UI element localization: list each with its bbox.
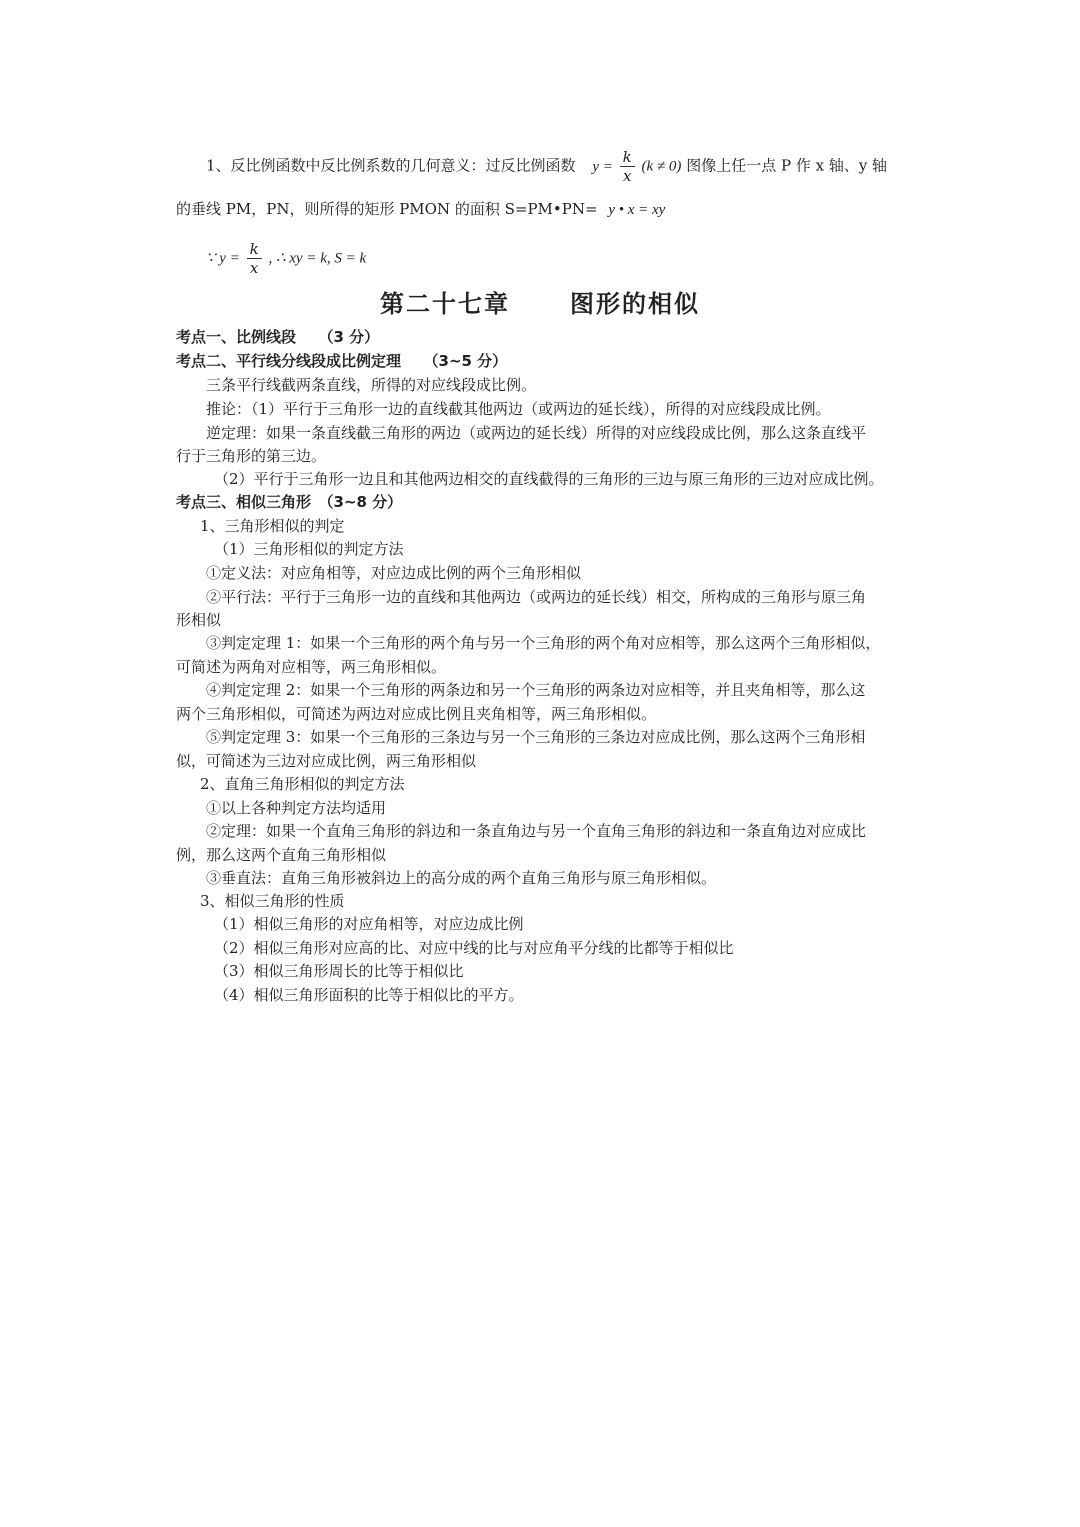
intro-line-2 <box>176 198 665 221</box>
body-line-1: 考点二、平行线分线段成比例定理 （3~5 分） <box>176 352 508 370</box>
body-line-15: ④判定定理 2：如果一个三角形的两条边和另一个三角形的两条边对应相等，并且夹角相等，那么这 <box>206 681 866 699</box>
equation-because: ∵ y = <box>206 250 240 267</box>
equation-y: y = <box>592 158 613 175</box>
fraction-numerator-2: k <box>247 240 262 259</box>
intro-line-1-text: 1、反比例函数中反比例系数的几何意义：过反比例函数 <box>206 156 576 175</box>
body-line-3: 推论：（1）平行于三角形一边的直线截其他两边（或两边的延长线），所得的对应线段成比例。 <box>206 400 831 418</box>
body-line-19: 2、直角三角形相似的判定方法 <box>200 775 405 793</box>
body-line-0: 考点一、比例线段 （3 分） <box>176 328 380 346</box>
body-line-2: 三条平行线截两条直线，所得的对应线段成比例。 <box>206 376 537 394</box>
body-line-4: 逆定理：如果一条直线截三角形的两边（或两边的延长线）所得的对应线段成比例，那么这条直线平 <box>206 424 867 442</box>
body-line-14: 可简述为两角对应相等，两三角形相似。 <box>176 658 447 676</box>
body-line-12: 形相似 <box>176 611 222 629</box>
body-line-11: ②平行法：平行于三角形一边的直线和其他两边（或两边的延长线）相交，所构成的三角形与原三角 <box>206 588 867 606</box>
body-line-21: ②定理：如果一个直角三角形的斜边和一条直角边与另一个直角三角形的斜边和一条直角边对应成比 <box>206 822 867 840</box>
body-line-28: （4）相似三角形面积的比等于相似比的平方。 <box>214 986 524 1004</box>
chapter-name: 图形的相似 <box>570 290 700 318</box>
chapter-title <box>0 284 1080 319</box>
body-line-24: 3、相似三角形的性质 <box>200 892 345 910</box>
equation-therefore: , ∴ xy = k, S = k <box>268 250 367 267</box>
body-line-22: 例，那么这两个直角三角形相似 <box>176 846 387 864</box>
intro-line-2-text: 的垂线 PM，PN，则所得的矩形 PMON 的面积 S=PM•PN= <box>176 200 598 218</box>
equation-condition: (k ≠ 0) <box>641 158 682 175</box>
intro-line-1 <box>206 148 887 185</box>
fraction-denominator: x <box>622 167 632 185</box>
body-line-20: ①以上各种判定方法均适用 <box>206 799 387 817</box>
fraction-numerator: k <box>620 148 635 167</box>
fraction-k-over-x-2 <box>247 240 262 277</box>
body-line-13: ③判定定理 1：如果一个三角形的两个角与另一个三角形的两个角对应相等，那么这两个三角形相似， <box>206 634 881 652</box>
body-line-8: 1、三角形相似的判定 <box>200 517 345 535</box>
body-line-16: 两个三角形相似，可简述为两边对应成比例且夹角相等，两三角形相似。 <box>176 705 657 723</box>
body-line-6: （2）平行于三角形一边且和其他两边相交的直线截得的三角形的三边与原三角形的三边对应成比例。 <box>214 470 884 488</box>
fraction-k-over-x <box>620 148 635 185</box>
body-line-7: 考点三、相似三角形 （3~8 分） <box>176 493 403 511</box>
body-line-9: （1）三角形相似的判定方法 <box>214 540 404 558</box>
equation-area: y • x = xy <box>608 202 666 218</box>
intro-line-1-tail: 图像上任一点 P 作 x 轴、y 轴 <box>686 156 888 175</box>
body-line-5: 行于三角形的第三边。 <box>176 447 327 465</box>
intro-line-3 <box>206 240 366 277</box>
body-line-10: ①定义法：对应角相等，对应边成比例的两个三角形相似 <box>206 564 582 582</box>
body-line-27: （3）相似三角形周长的比等于相似比 <box>214 962 464 980</box>
body-line-26: （2）相似三角形对应高的比、对应中线的比与对应角平分线的比都等于相似比 <box>214 939 734 957</box>
chapter-number: 第二十七章 <box>380 290 510 318</box>
fraction-denominator-2: x <box>249 259 259 277</box>
body-line-17: ⑤判定定理 3：如果一个三角形的三条边与另一个三角形的三条边对应成比例，那么这两个三角形相 <box>206 728 866 746</box>
body-line-25: （1）相似三角形的对应角相等，对应边成比例 <box>214 915 524 933</box>
body-line-23: ③垂直法：直角三角形被斜边上的高分成的两个直角三角形与原三角形相似。 <box>206 869 717 887</box>
body-line-18: 似，可简述为三边对应成比例，两三角形相似 <box>176 752 477 770</box>
